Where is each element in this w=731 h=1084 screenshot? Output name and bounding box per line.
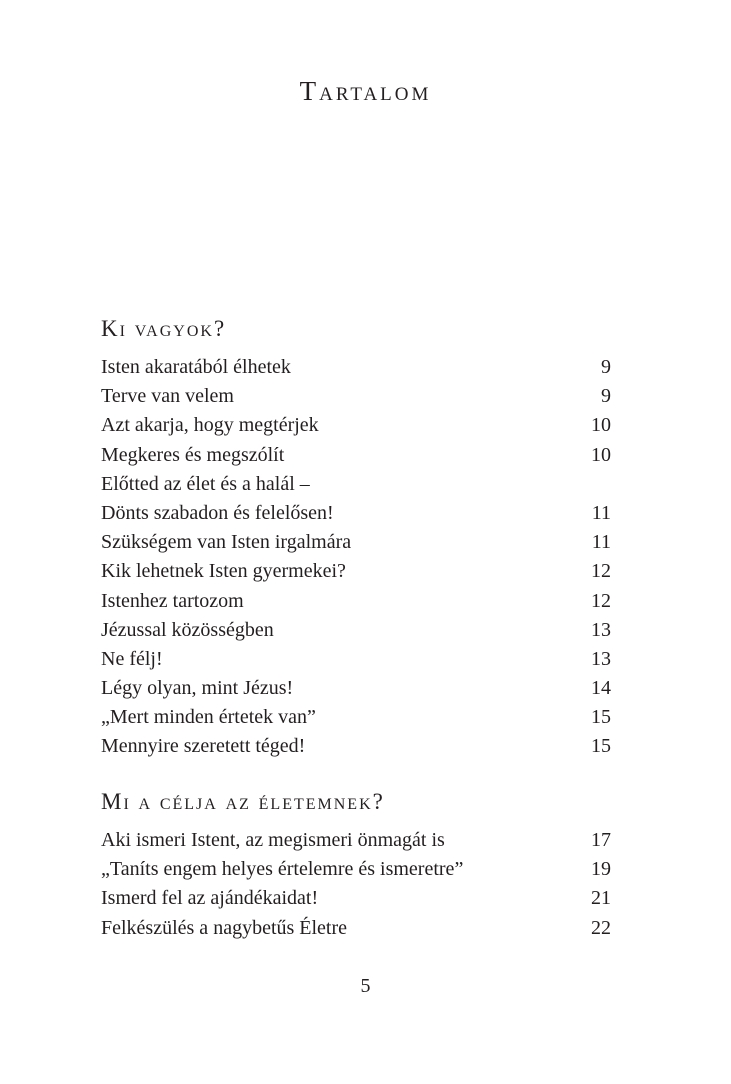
toc-entry	[101, 645, 611, 674]
toc-entry-page: 11	[591, 531, 611, 554]
toc-entry	[101, 732, 611, 761]
toc-entry-page: 15	[591, 706, 611, 729]
toc-entry-page: 19	[591, 858, 611, 881]
toc-entry-page: 10	[591, 414, 611, 437]
toc-entry	[101, 411, 611, 440]
toc-entry-page: 9	[601, 385, 611, 408]
toc-entry	[101, 353, 611, 382]
toc-entry-page: 9	[601, 356, 611, 378]
toc-entry-title: Terve van velem	[101, 385, 234, 408]
toc-entry-title: Felkészülés a nagybetűs Életre	[101, 916, 348, 939]
toc-entry-title: Előtted az élet és a halál –	[101, 472, 310, 495]
toc-entry-title: Aki ismeri Istent, az megismeri önmagát is	[101, 829, 445, 851]
toc-entry-title: Szükségem van Isten irgalmára	[101, 531, 352, 554]
toc-list	[101, 826, 611, 943]
toc-entry-title: „Taníts engem helyes értelemre és ismeretre”	[101, 858, 464, 881]
section-heading: Mi a célja az életemnek?	[101, 789, 385, 814]
toc-entry	[101, 674, 611, 703]
toc-entry-title: Ismerd fel az ajándékaidat!	[101, 887, 319, 910]
toc-entry-page: 13	[591, 618, 611, 641]
toc-entry-title: Kik lehetnek Isten gyermekei?	[101, 560, 346, 583]
toc-list	[101, 353, 611, 762]
toc-entry	[101, 884, 611, 913]
toc-entry	[101, 470, 611, 499]
toc-entry-title: „Mert minden értetek van”	[101, 706, 316, 729]
toc-entry-title: Ne félj!	[101, 647, 163, 670]
toc-entry	[101, 499, 611, 528]
toc-entry-title: Dönts szabadon és felelősen!	[101, 501, 334, 524]
page-number: 5	[360, 975, 371, 997]
toc-entry-page: 21	[591, 887, 611, 910]
toc-entry-page: 10	[591, 443, 611, 466]
toc-entry	[101, 441, 611, 470]
toc-entry-title: Azt akarja, hogy megtérjek	[101, 414, 319, 437]
toc-entry-page: 11	[591, 501, 611, 524]
toc-entry-title: Megkeres és megszólít	[101, 443, 285, 466]
toc-entry	[101, 826, 611, 855]
toc-entry	[101, 557, 611, 586]
section-heading: Ki vagyok?	[101, 316, 227, 341]
toc-entry	[101, 587, 611, 616]
toc-entry	[101, 703, 611, 732]
toc-entry	[101, 914, 611, 943]
toc-entry-page: 15	[591, 735, 611, 758]
toc-entry-title: Légy olyan, mint Jézus!	[101, 677, 294, 700]
toc-entry-page: 12	[591, 589, 611, 612]
toc-entry	[101, 616, 611, 645]
toc-entry-title: Mennyire szeretett téged!	[101, 735, 306, 758]
toc-entry	[101, 528, 611, 557]
toc-entry-title: Jézussal közösségben	[101, 618, 274, 641]
page-title: Tartalom	[299, 76, 432, 106]
toc-entry-page: 22	[591, 916, 611, 939]
toc-entry-page: 17	[591, 829, 611, 851]
toc-entry-page: 13	[591, 647, 611, 670]
toc-entry	[101, 382, 611, 411]
toc-entry-title: Istenhez tartozom	[101, 589, 244, 612]
toc-entry-page: 14	[591, 677, 611, 700]
toc-entry-page: 12	[591, 560, 611, 583]
toc-entry	[101, 855, 611, 884]
toc-entry-title: Isten akaratából élhetek	[101, 356, 291, 378]
